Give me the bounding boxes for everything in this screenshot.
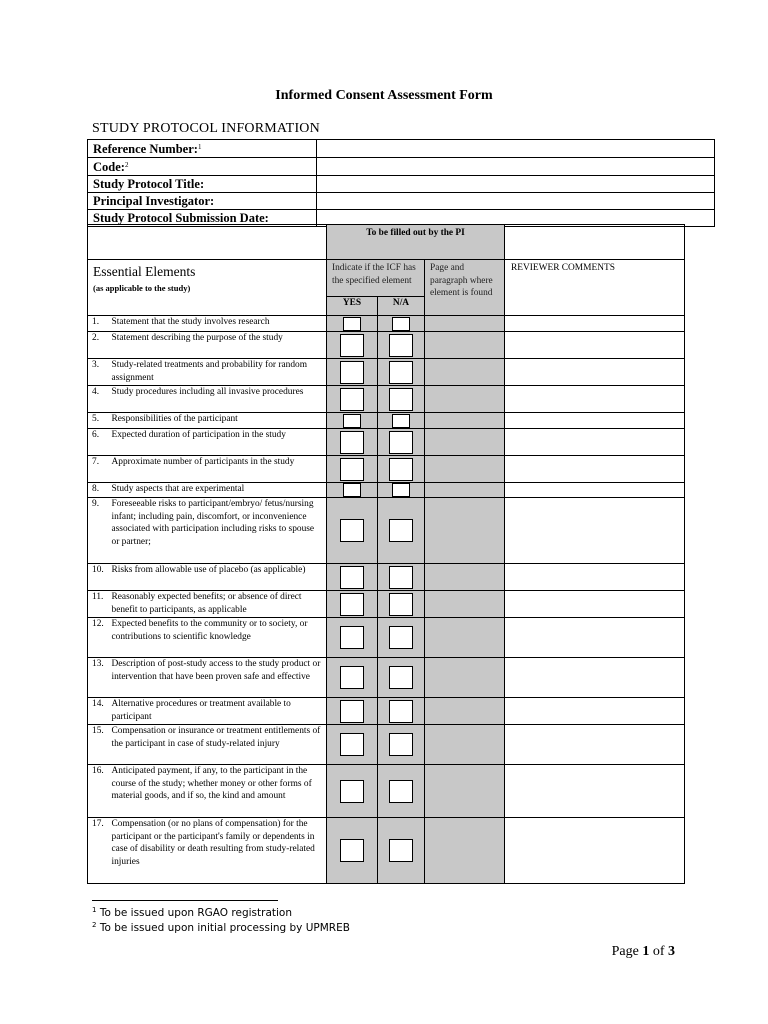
protocol-field-value-input[interactable] <box>317 193 715 210</box>
element-row <box>88 618 685 658</box>
na-checkbox[interactable] <box>389 780 413 803</box>
footnote-1 <box>92 906 292 919</box>
protocol-field-label-text: Study Protocol Title: <box>93 176 205 191</box>
na-checkbox[interactable] <box>392 317 410 331</box>
na-cell <box>378 698 425 725</box>
element-number: 12. <box>88 618 112 658</box>
essential-elements-subtitle: (as applicable to the study) <box>93 283 191 293</box>
protocol-field-label-text: Study Protocol Submission Date: <box>93 210 269 225</box>
page-paragraph-input[interactable] <box>425 658 505 698</box>
yes-checkbox[interactable] <box>343 317 361 331</box>
reviewer-comments-header: REVIEWER COMMENTS <box>505 260 685 316</box>
na-cell <box>378 483 425 498</box>
protocol-field-row <box>88 193 715 210</box>
yes-cell <box>327 386 378 413</box>
page-paragraph-input[interactable] <box>425 413 505 429</box>
reviewer-comment-input[interactable] <box>505 498 685 564</box>
page-current: 1 <box>642 944 650 959</box>
yes-checkbox[interactable] <box>340 700 364 723</box>
yes-checkbox[interactable] <box>340 431 364 454</box>
yes-cell <box>327 332 378 359</box>
na-cell <box>378 591 425 618</box>
protocol-field-footnote-mark: 2 <box>124 161 129 169</box>
yes-cell <box>327 564 378 591</box>
footnote-2 <box>92 921 350 934</box>
element-text: Compensation (or no plans of compensation) for the participant or the participant's family or dependents in case of disability or death resulting from study-related injuries <box>112 818 327 884</box>
yes-cell <box>327 483 378 498</box>
yes-checkbox[interactable] <box>340 519 364 542</box>
reviewer-comment-input[interactable] <box>505 765 685 818</box>
element-text: Foreseeable risks to participant/embryo/ fetus/nursing infant; including pain, discomfort, or inconvenience associated with participation including risks to spouse or partner; <box>112 498 327 564</box>
page-total: 3 <box>668 944 675 959</box>
element-row <box>88 698 685 725</box>
na-checkbox[interactable] <box>389 458 413 481</box>
reviewer-comment-input[interactable] <box>505 429 685 456</box>
na-checkbox[interactable] <box>389 700 413 723</box>
reviewer-comment-input[interactable] <box>505 618 685 658</box>
element-number: 4. <box>88 386 112 413</box>
na-cell <box>378 725 425 765</box>
yes-checkbox[interactable] <box>340 593 364 616</box>
page-paragraph-input[interactable] <box>425 498 505 564</box>
yes-checkbox[interactable] <box>340 361 364 384</box>
protocol-field-label <box>88 140 317 158</box>
element-row <box>88 386 685 413</box>
element-number: 8. <box>88 483 112 498</box>
yes-checkbox[interactable] <box>340 733 364 756</box>
protocol-field-label <box>88 176 317 193</box>
yes-cell <box>327 316 378 332</box>
na-cell <box>378 618 425 658</box>
reviewer-comment-input[interactable] <box>505 564 685 591</box>
blank-header-cell <box>88 225 327 260</box>
element-text: Statement describing the purpose of the study <box>112 332 327 359</box>
na-cell <box>378 413 425 429</box>
page-paragraph-input[interactable] <box>425 818 505 884</box>
na-cell <box>378 658 425 698</box>
element-row <box>88 483 685 498</box>
na-checkbox[interactable] <box>389 566 413 589</box>
reviewer-comment-input[interactable] <box>505 332 685 359</box>
element-text: Expected benefits to the community or to society, or contributions to scientific knowledge <box>112 618 327 658</box>
section-heading: STUDY PROTOCOL INFORMATION <box>92 121 320 136</box>
page-paragraph-input[interactable] <box>425 765 505 818</box>
page-paragraph-input[interactable] <box>425 386 505 413</box>
element-row <box>88 818 685 884</box>
yes-checkbox[interactable] <box>340 388 364 411</box>
na-column-header: N/A <box>378 297 425 316</box>
na-checkbox[interactable] <box>392 483 410 497</box>
protocol-field-label <box>88 193 317 210</box>
protocol-field-label-text: Code: <box>93 160 125 174</box>
yes-checkbox[interactable] <box>340 780 364 803</box>
element-row <box>88 456 685 483</box>
element-row <box>88 429 685 456</box>
na-checkbox[interactable] <box>389 839 413 862</box>
element-row <box>88 564 685 591</box>
protocol-field-value-input[interactable] <box>317 176 715 193</box>
protocol-field-value-input[interactable] <box>317 158 715 176</box>
yes-cell <box>327 658 378 698</box>
page-paragraph-input[interactable] <box>425 316 505 332</box>
yes-cell <box>327 618 378 658</box>
element-text: Alternative procedures or treatment available to participant <box>112 698 327 725</box>
element-row <box>88 658 685 698</box>
element-row <box>88 359 685 386</box>
element-text: Anticipated payment, if any, to the participant in the course of the study; whether money or other forms of material goods, and if so, the kind and amount <box>112 765 327 818</box>
reviewer-comment-input[interactable] <box>505 316 685 332</box>
na-checkbox[interactable] <box>389 361 413 384</box>
pi-header: To be filled out by the PI <box>327 225 505 260</box>
footnote-1-mark: 1 <box>92 906 97 914</box>
na-cell <box>378 316 425 332</box>
protocol-field-row <box>88 176 715 193</box>
na-checkbox[interactable] <box>392 414 410 428</box>
na-cell <box>378 359 425 386</box>
yes-cell <box>327 498 378 564</box>
protocol-field-footnote-mark: 1 <box>197 143 202 151</box>
reviewer-comment-input[interactable] <box>505 456 685 483</box>
element-number: 13. <box>88 658 112 698</box>
footnote-2-text: To be issued upon initial processing by UPMREB <box>99 922 350 934</box>
element-row <box>88 591 685 618</box>
element-text: Approximate number of participants in the study <box>112 456 327 483</box>
element-number: 9. <box>88 498 112 564</box>
reviewer-comment-input[interactable] <box>505 818 685 884</box>
yes-cell <box>327 413 378 429</box>
yes-checkbox[interactable] <box>340 839 364 862</box>
essential-elements-header <box>88 260 327 316</box>
protocol-field-value-input[interactable] <box>317 140 715 158</box>
na-cell <box>378 456 425 483</box>
element-text: Study aspects that are experimental <box>112 483 327 498</box>
element-text: Compensation or insurance or treatment entitlements of the participant in case of study-related injury <box>112 725 327 765</box>
element-number: 16. <box>88 765 112 818</box>
na-checkbox[interactable] <box>389 626 413 649</box>
page-paragraph-input[interactable] <box>425 725 505 765</box>
yes-cell <box>327 765 378 818</box>
element-number: 2. <box>88 332 112 359</box>
na-checkbox[interactable] <box>389 388 413 411</box>
reviewer-comment-input[interactable] <box>505 386 685 413</box>
page-paragraph-input[interactable] <box>425 591 505 618</box>
indicate-note: Indicate if the ICF has the specified element <box>327 260 425 297</box>
na-cell <box>378 332 425 359</box>
na-checkbox[interactable] <box>389 593 413 616</box>
element-text: Study-related treatments and probability for random assignment <box>112 359 327 386</box>
element-row <box>88 413 685 429</box>
na-cell <box>378 818 425 884</box>
element-text: Description of post-study access to the study product or intervention that have been proven safe and effective <box>112 658 327 698</box>
element-row <box>88 332 685 359</box>
page-paragraph-input[interactable] <box>425 564 505 591</box>
element-number: 5. <box>88 413 112 429</box>
na-checkbox[interactable] <box>389 431 413 454</box>
na-checkbox[interactable] <box>389 519 413 542</box>
yes-cell <box>327 698 378 725</box>
reviewer-comment-input[interactable] <box>505 359 685 386</box>
page-separator: of <box>652 944 665 959</box>
yes-cell <box>327 429 378 456</box>
blank-header-cell-right <box>505 225 685 260</box>
page-paragraph-input[interactable] <box>425 332 505 359</box>
element-row <box>88 316 685 332</box>
na-cell <box>378 765 425 818</box>
protocol-field-label-text: Reference Number: <box>93 142 198 156</box>
yes-checkbox[interactable] <box>343 414 361 428</box>
element-number: 6. <box>88 429 112 456</box>
element-text: Risks from allowable use of placebo (as applicable) <box>112 564 327 591</box>
page-paragraph-input[interactable] <box>425 618 505 658</box>
page-paragraph-input[interactable] <box>425 429 505 456</box>
element-number: 1. <box>88 316 112 332</box>
element-number: 11. <box>88 591 112 618</box>
footnote-2-mark: 2 <box>92 921 97 929</box>
na-checkbox[interactable] <box>389 733 413 756</box>
page-paragraph-input[interactable] <box>425 698 505 725</box>
element-text: Reasonably expected benefits; or absence of direct benefit to participants, as applicable <box>112 591 327 618</box>
element-number: 3. <box>88 359 112 386</box>
reviewer-comment-input[interactable] <box>505 483 685 498</box>
yes-column-header: YES <box>327 297 378 316</box>
element-number: 10. <box>88 564 112 591</box>
na-checkbox[interactable] <box>389 666 413 689</box>
protocol-field-label-text: Principal Investigator: <box>93 193 215 208</box>
na-cell <box>378 498 425 564</box>
essential-elements-table <box>87 224 685 884</box>
reviewer-comment-input[interactable] <box>505 658 685 698</box>
reviewer-comment-input[interactable] <box>505 725 685 765</box>
protocol-field-label <box>88 158 317 176</box>
element-text: Study procedures including all invasive procedures <box>112 386 327 413</box>
protocol-field-row <box>88 140 715 158</box>
footnote-1-text: To be issued upon RGAO registration <box>99 907 292 919</box>
yes-cell <box>327 591 378 618</box>
yes-checkbox[interactable] <box>340 566 364 589</box>
page-paragraph-note: Page and paragraph where element is found <box>425 260 505 316</box>
yes-cell <box>327 818 378 884</box>
element-number: 17. <box>88 818 112 884</box>
protocol-field-row <box>88 158 715 176</box>
yes-cell <box>327 725 378 765</box>
page-paragraph-input[interactable] <box>425 359 505 386</box>
footnote-divider <box>92 900 278 901</box>
element-text: Responsibilities of the participant <box>112 413 327 429</box>
na-cell <box>378 386 425 413</box>
na-cell <box>378 564 425 591</box>
protocol-info-table <box>87 139 715 227</box>
page-prefix: Page <box>611 944 639 959</box>
reviewer-comment-input[interactable] <box>505 413 685 429</box>
element-text: Expected duration of participation in the study <box>112 429 327 456</box>
element-number: 14. <box>88 698 112 725</box>
element-row <box>88 498 685 564</box>
yes-checkbox[interactable] <box>343 483 361 497</box>
form-title: Informed Consent Assessment Form <box>275 88 493 103</box>
na-cell <box>378 429 425 456</box>
yes-checkbox[interactable] <box>340 666 364 689</box>
yes-checkbox[interactable] <box>340 626 364 649</box>
element-text: Statement that the study involves research <box>112 316 327 332</box>
reviewer-comment-input[interactable] <box>505 698 685 725</box>
element-number: 7. <box>88 456 112 483</box>
page-paragraph-input[interactable] <box>425 456 505 483</box>
yes-cell <box>327 456 378 483</box>
element-row <box>88 765 685 818</box>
yes-checkbox[interactable] <box>340 334 364 357</box>
element-number: 15. <box>88 725 112 765</box>
essential-elements-title: Essential Elements <box>93 264 196 279</box>
yes-checkbox[interactable] <box>340 458 364 481</box>
element-row <box>88 725 685 765</box>
na-checkbox[interactable] <box>389 334 413 357</box>
reviewer-comment-input[interactable] <box>505 591 685 618</box>
page-paragraph-input[interactable] <box>425 483 505 498</box>
page-number <box>612 944 675 960</box>
yes-cell <box>327 359 378 386</box>
